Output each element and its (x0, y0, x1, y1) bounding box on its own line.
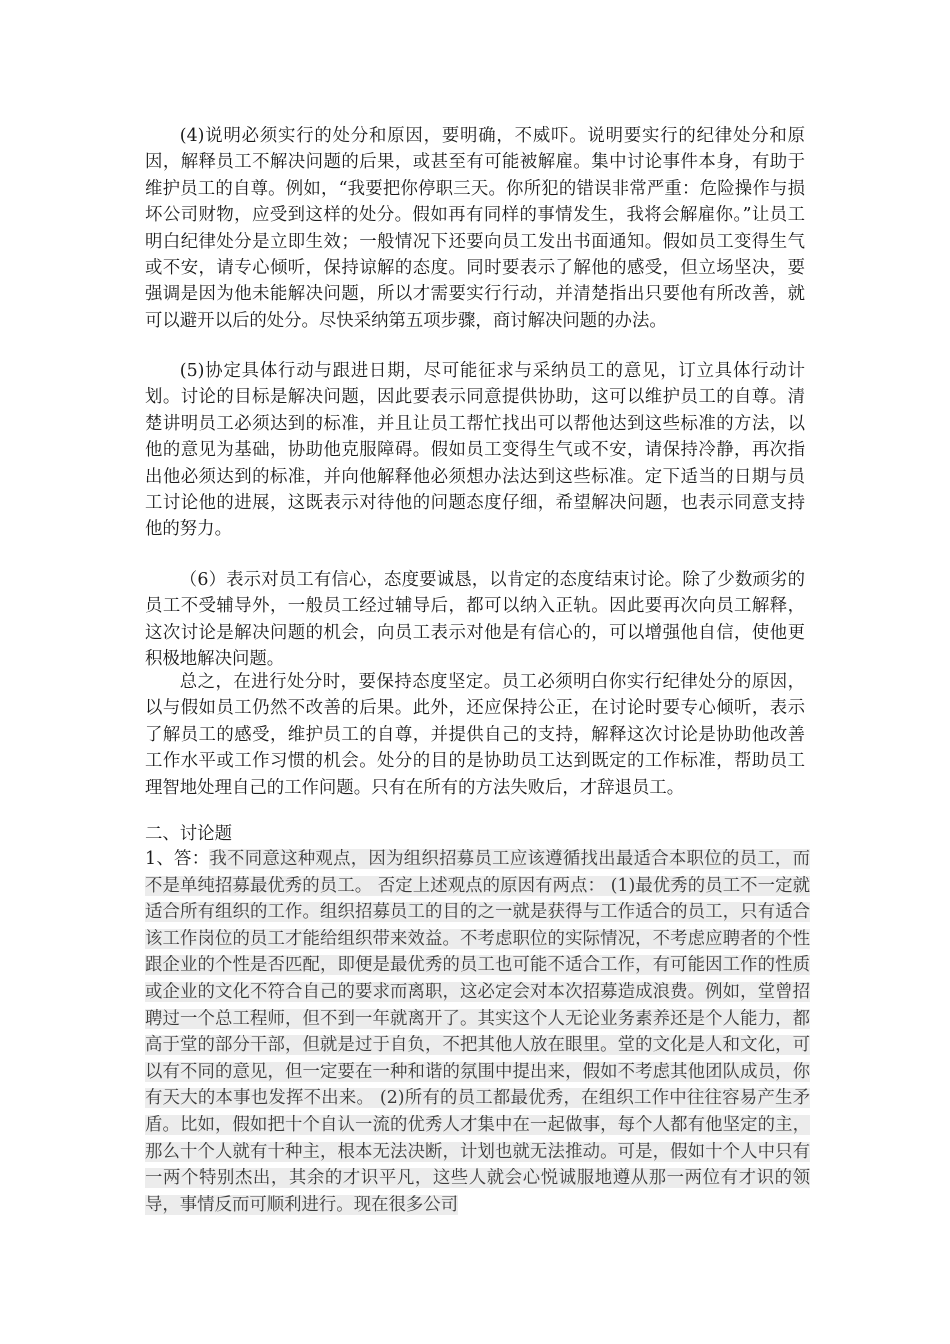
answer-lead: 1、答： (145, 849, 210, 869)
paragraph-item-6: （6）表示对员工有信心，态度要诚恳，以肯定的态度结束讨论。除了少数顽劣的员工不受辅导外，一般员工经过辅导后，都可以纳入正轨。因此要再次向员工解释，这次讨论是解决问题的机会，向员工表示对他是有信心的，可以增强他自信，使他更积极地解决问题。 (145, 570, 805, 670)
paragraph-item-5: (5)协定具体行动与跟进日期，尽可能征求与采纳员工的意见，订立具体行动计划。讨论的目标是解决问题，因此要表示同意提供协助，这可以维护员工的自尊。清楚讲明员工必须达到的标准，并且让员工帮忙找出可以帮他达到这些标准的方法，以他的意见为基础，协助他克服障碍。假如员工变得生气或不安，请保持冷静，再次指出他必须达到的标准，并向他解释他必须想办法达到这些标准。定下适当的日期与员工讨论他的进展，这既表示对待他的问题态度仔细，希望解决问题，也表示同意支持他的努力。 (145, 361, 805, 540)
answer-paragraph (145, 846, 810, 1218)
paragraph-item-4: (4)说明必须实行的处分和原因，要明确，不威吓。说明要实行的纪律处分和原因，解释员工不解决问题的后果，或甚至有可能被解雇。集中讨论事件本身，有助于维护员工的自尊。例如，“我要把你停职三天。你所犯的错误非常严重：危险操作与损坏公司财物，应受到这样的处分。假如再有同样的事情发生，我将会解雇你。”让员工明白纪律处分是立即生效；一般情况下还要向员工发出书面通知。假如员工变得生气或不安，请专心倾听，保持谅解的态度。同时要表示了解他的感受，但立场坚决，要强调是因为他未能解决问题，所以才需要实行行动，并清楚指出只要他有所改善，就可以避开以后的处分。尽快采纳第五项步骤，商讨解决问题的办法。 (145, 126, 805, 331)
answer-text: 我不同意这种观点，因为组织招募员工应该遵循找出最适合本职位的员工，而不是单纯招募最优秀的员工。 否定上述观点的原因有两点： (1)最优秀的员工不一定就适合所有组织的工作。组织招募员工的目的之一就是获得与工作适合的员工，只有适合该工作岗位的员工才能给组织带来效益。不考虑职位的实际情况，不考虑应聘者的个性跟企业的个性是否匹配，即便是最优秀的员工也可能不适合工作，有可能因工作的性质或企业的文化不符合自己的要求而离职，这必定会对本次招募造成浪费。例如，堂曾招聘过一个总工程师，但不到一年就离开了。其实这个人无论业务素养还是个人能力，都高于堂的部分干部，但就是过于自负，不把其他人放在眼里。堂的文化是人和文化，可以有不同的意见，但一定要在一种和谐的氛围中提出来，假如不考虑其他团队成员，你有天大的本事也发挥不出来。 (2)所有的员工都最优秀，在组织工作中往往容易产生矛盾。比如，假如把十个自认一流的优秀人才集中在一起做事，每个人都有他坚定的主，那么十个人就有十种主，根本无法决断，计划也就无法推动。可是，假如十个人中只有一两个特别杰出，其余的才识平凡，这些人就会心悦诚服地遵从那一两位有才识的领导，事情反而可顺利进行。现在很多公司 (145, 849, 810, 1215)
paragraph-summary: 总之，在进行处分时，要保持态度坚定。员工必须明白你实行纪律处分的原因，以与假如员工仍然不改善的后果。此外，还应保持公正，在讨论时要专心倾听，表示了解员工的感受，维护员工的自尊，并提供自己的支持，解释这次讨论是协助他改善工作水平或工作习惯的机会。处分的目的是协助员工达到既定的工作标准，帮助员工理智地处理自己的工作问题。只有在所有的方法失败后，才辞退员工。 (145, 672, 805, 798)
section-heading: 二、讨论题 (145, 824, 232, 844)
